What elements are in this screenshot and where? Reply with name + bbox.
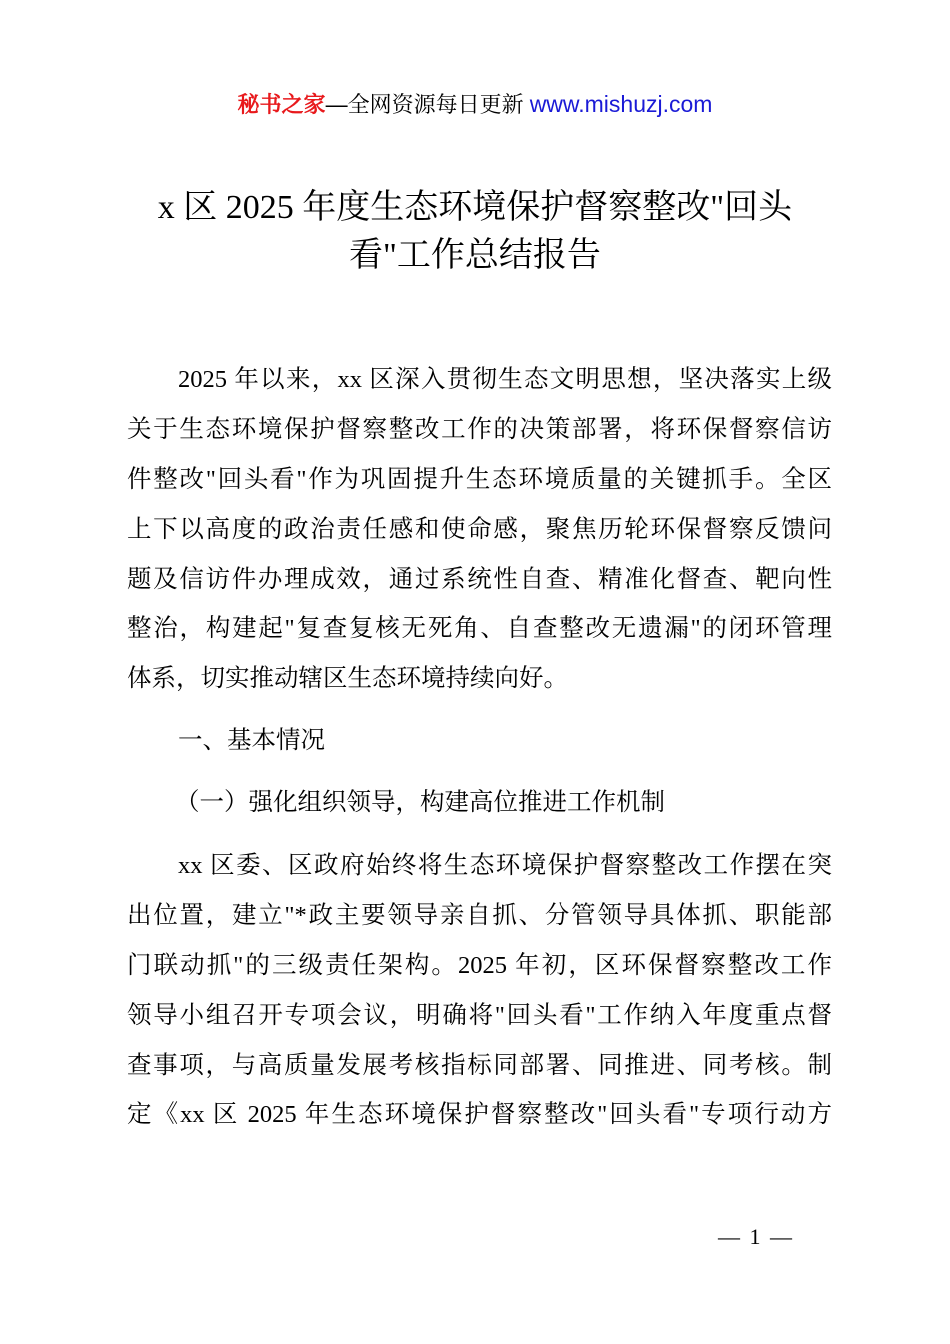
paragraph-line: 2025 年以来，xx 区深入贯彻生态文明思想，坚决落实上级 <box>178 366 832 393</box>
paragraph-line: 查事项，与高质量发展考核指标同部署、同推进、同考核。制 <box>127 1052 832 1079</box>
brand-name: 秘书之家 <box>237 92 326 117</box>
paragraph-line: 领导小组召开专项会议，明确将"回头看"工作纳入年度重点督 <box>127 1002 832 1029</box>
paragraph-line: 出位置，建立"*政主要领导亲自抓、分管领导具体抓、职能部 <box>127 902 832 929</box>
paragraph-line: xx 区委、区政府始终将生态环境保护督察整改工作摆在突 <box>178 852 832 879</box>
subsection-heading: （一）强化组织领导，构建高位推进工作机制 <box>175 789 665 816</box>
paragraph-line: 整治，构建起"复查复核无死角、自查整改无遗漏"的闭环管理 <box>127 615 832 642</box>
document-title <box>0 184 950 280</box>
page-number: — 1 — <box>718 1224 794 1249</box>
title-line: x 区 2025 年度生态环境保护督察整改"回头 <box>157 189 793 226</box>
section-heading: 一、基本情况 <box>178 727 325 754</box>
paragraph-line: 件整改"回头看"作为巩固提升生态环境质量的关键抓手。全区 <box>127 466 832 493</box>
paragraph-line: 题及信访件办理成效，通过系统性自查、精准化督查、靶向性 <box>127 566 832 593</box>
banner-slogan: —全网资源每日更新 <box>325 92 530 117</box>
title-line: 看"工作总结报告 <box>349 237 601 274</box>
paragraph-line: 上下以高度的政治责任感和使命感，聚焦历轮环保督察反馈问 <box>127 516 832 543</box>
banner-url-link[interactable]: www.mishuzj.com <box>529 91 713 117</box>
paragraph-line: 体系，切实推动辖区生态环境持续向好。 <box>127 665 568 692</box>
paragraph-line: 门联动抓"的三级责任架构。2025 年初，区环保督察整改工作 <box>127 952 832 979</box>
site-banner <box>0 88 950 119</box>
paragraph-line: 关于生态环境保护督察整改工作的决策部署，将环保督察信访 <box>127 416 832 443</box>
paragraph-line: 定《xx 区 2025 年生态环境保护督察整改"回头看"专项行动方 <box>127 1101 832 1128</box>
